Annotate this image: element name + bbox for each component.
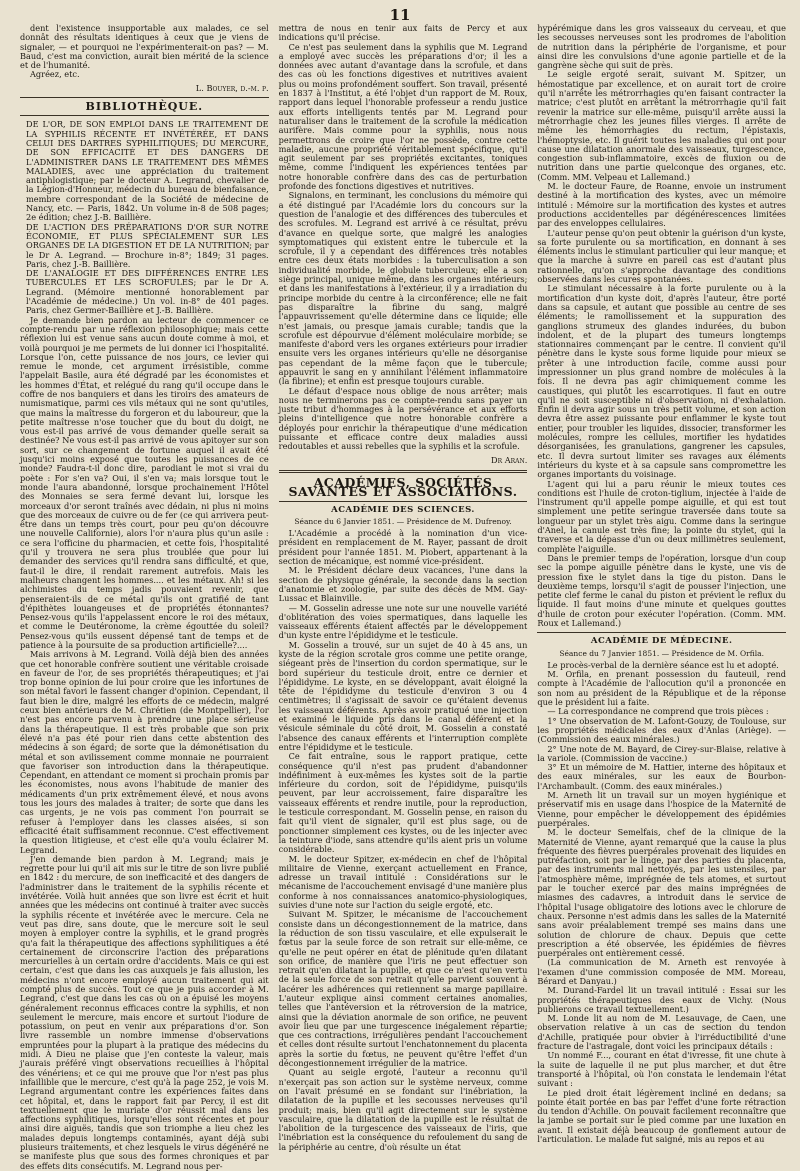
article-para: Ce n'est pas seulement dans la syphilis que M. Legrand a employé avec succès les préparations d'or; il les a données avec autant d'avantage dans la scrofule, et dans des cas où les fonctions digestives et nutritives avaient plus ou moins profondément souffert. Son travail, présenté en 1837 à l'Institut, a été l'objet d'un rapport de M. Roux, rapport dans lequel l'honorable professeur a rendu justice aux efforts intelligents tentés par M. Legrand pour naturaliser dans le traitement de la scrofule la médication aurifère. Mais comme pour la syphilis, nous nous permettrons de croire que l'or ne possède, contre cette maladie, aucune propriété véritablement spécifique, qu'il agit seulement par ses propriétés excitantes, toniques même, comme l'indiquent les expériences tentées par notre honorable confrère dans des cas de perturbation profonde des fonctions digestives et nutritives. <box>278 41 528 192</box>
academy-para: — La correspondance ne comprend que trois pièces : <box>547 706 769 717</box>
academy-para: Un nommé F..., courant en état d'ivresse, fit une chute à la suite de laquelle il ne put plus marcher, et dut être transporté à l'hôpital, où l'on constata le lendemain l'état suivant : <box>537 1050 787 1089</box>
academy-para: 1° Une observation de M. Lafont-Gouzy, de Toulouse, sur les propriétés médicales des eaux d'Anlas (Ariège). — (Commission des eaux minérales.) <box>537 715 787 745</box>
academy-para: M. Gosselin a trouvé, sur un sujet de 40 à 45 ans, un kyste de la région scrotale gros comme une petite orange, siégeant près de l'insertion du cordon spermatique, sur le bord supérieur du testicule droit, entre ce dernier et l'épididyme. Le kyste, en se développant, avait éloigné la tête de l'épididyme du testicule d'environ 3 ou 4 centimètres; il s'agissait de savoir ce qu'étaient devenus les vaisseaux déférents. Après avoir pratiqué une injection et examiné le liquide pris dans le canal déférent et la vésicule séminale du côté droit, M. Gosselin a constaté l'absence des canaux efférents et l'interruption complète entre l'épididyme et le testicule. <box>278 639 528 752</box>
academy-para: — M. Gosselin adresse une note sur une nouvelle variété d'oblitération des voies spermatiques, dans laquelle les vaisseaux efférents étaient affectés par le développement d'un kyste entre l'épididyme et le testicule. <box>278 602 528 641</box>
section-heading: ACADÉMIES, SOCIÉTÉS SAVANTES ET ASSOCIATIONS. <box>288 474 518 500</box>
academy-para: 3° Et un mémoire de M. Hattier, interne des hôpitaux et des eaux minérales, sur les eaux de Bourbon-l'Archambault. (Comm. des eaux minérales.) <box>537 762 787 791</box>
article-signature: Dr Aran. <box>491 454 528 465</box>
academy-heading: ACADÉMIE DE MÉDECINE. <box>590 636 733 647</box>
column-2 <box>278 23 528 1152</box>
academy-heading: ACADÉMIE DES SCIENCES. <box>331 504 475 515</box>
academy-para: M. Durand-Fardel lit un travail intitulé : Essai sur les propriétés thérapeutiques des eaux de Vichy. (Nous publierons ce travail textuellement.) <box>537 985 787 1014</box>
bib-entry: DE L'ANALOGIE ET DES DIFFÉRENCES ENTRE LES TUBERCULES ET LES SCROFULES; par le Dr A. Legrand. (Mémoire mentionné honorablement par l'Académie de médecine.) Un vol. in-8° de 401 pages. Paris, chez Germer-Baillière et J.-B. Baillière. <box>26 268 269 316</box>
academy-para: Le procès-verbal de la dernière séance est lu et adopté. <box>547 659 779 670</box>
divider <box>537 632 786 633</box>
academy-para: M. le Président déclare deux vacances, l'une dans la section de physique générale, la seconde dans la section d'anatomie et zoologie, par suite des décès de MM. Gay-Lussac et Blainville. <box>278 565 528 604</box>
bibliotheque-heading: BIBLIOTHÈQUE. <box>85 100 204 114</box>
academy-para: Le pied droit était légèrement incliné en dedans; sa pointe était portée en bas par l'effet d'une forte rétraction du tendon d'Achille. On pouvait facilement reconnaître que la jambe se portait sur le pied comme par une luxation en avant. Il existait déjà beaucoup de gonflement autour de l'articulation. Le malade fut saigné, mis au repos et au <box>537 1087 787 1145</box>
page-number: 11 <box>389 6 411 24</box>
article-para: L'auteur pense qu'on peut obtenir la guérison d'un kyste, sa forte purulente ou sa mortification, en donnant à ses éléments inclus le stimulant particulier qui leur manque; et que la marche à suivre en pareil cas est d'autant plus rationnelle, qu'on s'approche davantage des conditions observées dans les cures spontanées. <box>537 227 787 285</box>
academy-para: M. Arneth lit un travail sur un moyen hygiénique et préservatif mis en usage dans l'hospice de la Maternité de Vienne, pour empêcher le développement des épidémies puerpérales. <box>537 790 787 828</box>
article-para: Le stimulant nécessaire à la forte purulente ou à la mortification d'un kyste doit, d'après l'auteur, être porté dans sa capsule, et autant que possible au centre de ses éléments; le ramollissement et la suppuration des ganglions strumeux des glandes indurées, du bubon indolent, et de la plupart des tumeurs longtemps stationnaires commençant par le centre. Il convient qu'il pénètre dans le kyste sous forme liquide pour mieux se prêter à une introduction facile, comme aussi pour impressionner un plus grand nombre de molécules à la fois. Il ne devra pas agir chimiquement comme les caustiques, qui plutôt les escarrotiques. Il faut en outre qu'il ne soit susceptible ni d'observation, ni d'exhalation. Enfin il devra agir sous un très petit volume, et son action devra être assez puissante pour enflammer le kyste tout entier, pour troubler les liquides, dissocier, transformer les molécules, rompre les cellules, mortifier les hydatides désorganisées, les granulations, gangrener les capsules, etc. Il devra surtout limiter ses ravages aux éléments intérieurs du kyste et à sa capsule sans compromettre les organes importants du voisinage. <box>537 283 787 480</box>
columns <box>20 23 787 1171</box>
column-1 <box>20 23 269 1171</box>
article-para: mettra de nous en tenir aux faits de Percy et aux indications qu'il précise. <box>278 23 528 43</box>
column-3 <box>537 23 787 1145</box>
article-para: Le seigle ergoté serait, suivant M. Spitzer, un hémostatique par excellence, et on aurait tort de croire qu'il n'arrête les métrorrhagies qu'en faisant contracter la matrice; c'est plutôt en arrêtant la métrorrhagie qu'il fait revenir la matrice sur elle-même, puisqu'il arrête aussi la métrorrhagie chez les jeunes filles vierges. Il arrête de même les hémorrhagies du rectum, l'épistaxis, l'hémoptysie, etc. Il guérit toutes les maladies qui ont pour cause une dilatation anormale des vaisseaux, turgescence, congestion sub-inflammatoire, excès de fluxion ou de nutrition dans une partie quelconque des organes, etc. (Comm. MM. Velpeau et Lallemand.) <box>537 69 787 182</box>
session-line: Séance du 7 Janvier 1851. — Présidence de M. Orfila. <box>559 648 764 658</box>
article-para: Signalons, en terminant, les conclusions du mémoire qui a été distingué par l'Académie lors du concours sur la question de l'analogie et des différences des tubercules et des scrofules. M. Legrand est arrivé à ce résultat, prévu d'avance en quelque sorte, que malgré les analogies symptomatiques qui existent entre le tubercule et la scrofule, il y a cependant des différences très notables entre ces deux états morbides : la tuberculisation a son individualité morbide, le globule tuberculeux; elle a son siège principal, unique même, dans les organes intérieurs; et dans les manifestations à l'extérieur, il y a irradiation du principe morbide du centre à la circonférence; elle ne fait pas disparaître la fibrine du sang, malgré l'appauvrissement qu'elle détermine dans ce liquide; elle n'est jamais, ou presque jamais curable; tandis que la scrofule est dépourvue d'élément moléculaire morbide; se manifeste d'abord vers les organes extérieurs pour irradier ensuite vers les organes intérieurs qu'elle ne désorganise pas cependant de la même façon que le tubercule; appauvrit le sang en y annihilant l'élément inflammatoire (la fibrine); et enfin est presque toujours curable. <box>278 190 528 387</box>
session-line: Séance du 6 Janvier 1851. — Présidence de M. Dufrenoy. <box>294 516 512 526</box>
academy-para: (La communication de M. Arneth est renvoyée à l'examen d'une commission composée de MM. Moreau, Bérard et Danyau.) <box>537 957 787 986</box>
intro-para: dent l'existence insupportable aux malades, ce sel donnât des résultats identiques à ceux que je viens de signaler, — et pourquoi ne l'expérimenterait-on pas? — M. Baud, c'est ma conviction, aurait bien mérité de la science et de l'humanité. <box>20 23 269 71</box>
divider <box>20 97 269 98</box>
article-para: L'agent qui lui a paru réunir le mieux toutes ces conditions est l'huile de croton-tiglium, injectée à l'aide de l'instrument qu'il appelle pompe aiguille, et qui est tout simplement une petite seringue traversée dans toute sa longueur par un stylet très aigu. Comme dans la seringue d'Anel, la canule est très fine; la pointe du stylet, qui la traverse et la dépasse d'un ou deux millimètres seulement, complète l'aiguille. <box>537 478 787 554</box>
intro-para: Agréez, etc. <box>30 69 80 80</box>
divider <box>20 115 269 116</box>
academy-para: Quant au seigle ergoté, l'auteur a reconnu qu'il n'exerçait pas son action sur le système nerveux, comme on l'avait présumé en se fondant sur l'inébriation, la dilatation de la pupille et les secousses nerveuses qu'il produit; mais, bien qu'il agit directement sur le système vasculaire, que la dilatation de la pupille est le résultat de l'abolition de la turgescence des vaisseaux de l'iris, que l'inébriation est la conséquence du refoulement du sang de la périphérie au centre, d'où résulte un état <box>278 1067 528 1152</box>
article-para: hypérémique dans les gros vaisseaux du cerveau, et que les secousses nerveuses sont les prodromes de l'abolition de nutrition dans la périphérie de l'organisme, et pour ainsi dire les convulsions d'une agonie partielle et de la gangrène sèche qui suit de près. <box>537 23 787 71</box>
article-para: J'en demande bien pardon à M. Legrand; mais je regrette pour lui qu'il ait mis sur le titre de son livre publié en 1842 : du mercure, de son inefficacité et des dangers de l'administrer dans le traitement de la syphilis récente et invétérée. Voilà huit années que son livre est écrit et huit années que les médecins ont continué à traiter avec succès la syphilis récente et invétérée avec le mercure. Cela ne veut pas dire, sans doute, que le mercure soit le seul moyen à employer contre la syphilis, et le grand progrès qu'a fait la thérapeutique des affections syphilitiques a été certainement de circonscrire l'action des préparations mercurielles à un certain ordre d'accidents. Mais ce qui est certain, c'est que dans les cas auxquels je fais allusion, les médecins n'ont encore employé aucun traitement qui ait compté plus de succès. Tout ce que je puis accorder à M. Legrand, c'est que dans les cas où on a épuisé les moyens généralement reconnus efficaces contre la syphilis, et non seulement le mercure, mais encore et surtout l'iodure de potassium, on peut en venir aux préparations d'or. Son livre rassemble un nombre immense d'observations empruntées pour la plupart à la pratique des médecins du midi. À Dieu ne plaise que j'en conteste la valeur, mais j'aurais préféré vingt observations recueillies à l'hôpital des vénériens; et ce qui me prouve que l'or n'est pas plus infaillible que le mercure, c'est qu'à la page 252, je vois M. Legrand argumentant contre les expériences faites dans cet hôpital, et, dans le rapport fait par Percy, il est dit textuellement que le muriate d'or réussit mal dans les affections syphilitiques, lorsqu'elles sont récentes et pour ainsi dire aiguës, tandis que son triomphe a lieu chez les malades depuis longtemps contaminés, ayant déjà subi plusieurs traitements, et chez lesquels le virus dégénéré ne se manifeste plus que sous des formes chroniques et par des effets dits consécutifs. M. Legrand nous per- <box>20 853 269 1171</box>
bib-entry: DE L'ACTION DES PRÉPARATIONS D'OR SUR NOTRE ÉCONOMIE, ET PLUS SPÉCIALEMENT SUR LES ORGANES DE LA DIGESTION ET DE LA NUTRITION; par le Dr A. Legrand. — Brochure in-8°; 1849; 31 pages. Paris, chez J.-B. Baillière. <box>26 221 269 269</box>
academy-para: Suivant M. Spitzer, le mécanisme de l'accouchement consiste dans un décongestionnement de la matrice, dans la réduction de son tissu vasculaire, et elle expulserait le fœtus par la seule force de son retrait sur elle-même, ce qu'elle ne peut opérer en état de plénitude qu'en dilatant son orifice, de manière que l'iris ne peut effectuer son retrait qu'en dilatant la pupille, et que ce n'est qu'en vertu de la seule force de son retrait qu'elle parvient souvent à lacérer les adhérences qui retiennent sa marge papillaire. L'auteur explique ainsi comment certaines anomalies, telles que l'antéversion et la rétroversion de la matrice, ainsi que la déviation anormale de son orifice, ne peuvent avoir lieu que par une turgescence inégalement répartie; que ces contractions, irrégulières pendant l'accouchement et celles dont résulte surtout l'enchatonnement du placenta après la sortie du fœtus, ne peuvent qu'être l'effet d'un décongestionnement irrégulier de la matrice. <box>278 909 528 1069</box>
academy-para: Ce fait entraîne, sous le rapport pratique, cette conséquence qu'il n'est pas prudent d'abandonner indéfiniment à eux-mêmes les kystes soit de la partie inférieure du cordon, soit de l'épididyme, puisqu'ils peuvent, par leur accroissement, faire disparaître les vaisseaux efférents et rendre inutile, pour la reproduction, le testicule correspondant. M. Gosselin pense, en raison du fait qu'il vient de signaler, qu'il est plus sage, ou de ponctionner simplement ces kystes, ou de les injecter avec la teinture d'iode, sans attendre qu'ils aient pris un volume considérable. <box>278 751 528 855</box>
article-para: Je demande bien pardon au lecteur de commencer ce compte-rendu par une réflexion philosophique; mais cette réflexion lui est venue sans aucun doute comme à moi, et voilà pourquoi je me permets de lui donner ici l'hospitalité. Lorsque l'on, cette puissance de nos jours, ce levier qui remue le monde, cet argument irrésistible, comme l'appelait Basile, aura été dégradé par les économistes et les hommes d'État, et relégué du rang qu'il occupe dans le coffre de nos banquiers et dans les tiroirs des amateurs de numismatique, parmi ces vils métaux qui ne sont qu'utiles, que mains la maîtresse du forgeron et du laboureur, que la petite maîtresse n'ose toucher que du bout du doigt, ne vous est-il pas arrivé de vous demander quelle serait sa destinée? Ne vous est-il pas arrivé de vous apitoyer sur son sort, sur ce changement de fortune auquel il avait été jusqu'ici moins exposé que toutes les puissances de ce monde? Faudra-t-il donc dire, parodiant le mot si vrai du poète : For s'en va? Oui, il s'en va; mais lorsque tout le monde l'aura abandonné, lorsque prochainement l'Hôtel des Monnaies se sera fermé devant lui, lorsque les morceaux d'or seront traînés avec dédain, ni plus ni moins que des morceaux de cuivre ou de fer (ce qui arrivera peut-être dans un temps très court, pour peu qu'on découvre une nouvelle Californie), alors l'or n'aura plus qu'un asile : ce sera l'officine du pharmacien, et cette fois, l'hospitalité qu'il y trouvera ne sera plus troublée que pour lui demander des services qu'il rendra sans difficulté, et que, faut-il le dire, il rendait rarement autrefois. Mais les malheurs changent les hommes.... et les métaux. Ah! si les alchimistes du temps jadis pouvaient revenir, que penseraient-ils de ce métal qu'ils ont gratifié de tant d'épithètes louangeuses et de propriétés étonnantes? Pensez-vous qu'ils l'appelassent encore le roi des métaux, et comme le Deutéronome, la crème égouttée du soleil? Pensez-vous qu'ils eussent dépensé tant de temps et de patience à la poursuite de sa production artificielle?.... <box>20 314 269 650</box>
academy-para: 2° Une note de M. Bayard, de Cirey-sur-Blaise, relative à la variole. (Commission de vaccine.) <box>537 743 787 763</box>
academy-para: M. le docteur Semelfais, chef de la clinique de la Maternité de Vienne, ayant remarqué que la cause la plus fréquente des fièvres puerpérales provenait des liquides en putréfaction, soit par le linge, par des parties du placenta, par des instruments mal nettoyés, par les ustensiles, par l'atmosphère même, imprégnée de tels atomes, et surtout par le toucher exercé par des mains imprégnées de miasmes des cadavres, a introduit dans le service de l'hôpital l'usage obligatoire des lotions avec le chlorure de chaux. Personne n'est admis dans les salles de la Maternité sans avoir préalablement trempé ses mains dans une solution de chlorure de chaux. Depuis que cette prescription a été observée, les épidémies de fièvres puerpérales ont entièrement cessé. <box>537 827 787 959</box>
article-para: M. le docteur Faure, de Roanne, envoie un instrument destiné à la mortification des kystes, avec un mémoire intitulé : Mémoire sur la mortification des kystes et autres productions accidentelles par dégénérescences limitées par des enveloppes cellulaires. <box>537 181 787 229</box>
academy-para: M. Londe lit au nom de M. Lesauvage, de Caen, une observation relative à un cas de section du tendon d'Achille, pratiquée pour obvier à l'irréductibilité d'une fracture de l'astragale, dont voici les principaux détails : <box>537 1013 787 1052</box>
academy-para: M. Orfila, en prenant possession du fauteuil, rend compte à l'Académie de l'allocution qu'il a prononcée en son nom au président de la République et de la réponse que le président lui a faite. <box>537 669 787 708</box>
academy-para: L'Académie a procédé à la nomination d'un vice-président en remplacement de M. Rayer, passant de droit président pour l'année 1851. M. Piobert, appartenant à la section de mécanique, est nommé vice-président. <box>278 528 528 567</box>
bib-entry: DE L'OR, DE SON EMPLOI DANS LE TRAITEMENT DE LA SYPHILIS RÉCENTE ET INVÉTÉRÉE, ET DANS CELUI DES DARTRES SYPHILITIQUES; DU MERCURE, DE SON EFFICACITÉ ET DES DANGERS DE L'ADMINISTRER DANS LE TRAITEMENT DES MÊMES MALADIES, avec une appréciation du traitement antiphlogistique; par le docteur A. Legrand, chevalier de la Légion-d'Honneur, médecin du bureau de bienfaisance, membre correspondant de la Société de médecine de Nancy, etc. — Paris, 1842. Un volume in-8 de 508 pages; 2e édition; chez J.-B. Baillière. <box>26 119 269 223</box>
academy-para: M. le docteur Spitzer, ex-médecin en chef de l'hôpital militaire de Vienne, exerçant actuellement en France, adresse un travail intitulé : Considérations sur le mécanisme de l'accouchement envisagé d'une manière plus conforme à nos connaissances anatomico-physiologiques, suivies d'une note sur l'action du seigle ergoté, etc. <box>278 853 528 911</box>
divider <box>279 470 528 473</box>
article-para: Mais arrivons à M. Legrand. Voilà déjà bien des années que cet honorable confrère soutient une véritable croisade en faveur de l'or, de ses propriétés thérapeutiques; et j'ai trop bonne opinion de lui pour croire que les infortunes de son métal favori le fassent changer d'opinion. Cependant, il faut bien le dire, malgré les efforts de ce médecin, malgré ceux bien antérieurs de M. Chrétien (de Montpellier), l'or n'est pas encore parvenu à prendre une place sérieuse dans la thérapeutique. Il est très probable que son prix élevé n'a pas été pour rien dans cette abstention des médecins à son égard; de sorte que la démonétisation du métal et son avilissement comme monnaie ne pourraient que favoriser son introduction dans la thérapeutique. Cependant, en attendant ce moment si prochain promis par les économistes, nous avons l'habitude de manier des médicaments d'un prix extrêmement élevé, et nous avons tous les jours des malades à traiter; de sorte que dans les cas urgents, je ne vois pas comment l'on pourrait se refuser à l'employer dans les classes aisées, si son efficacité était suffisamment reconnue. C'est effectivement la question litigieuse, et c'est elle qu'a voulu éclairer M. Legrand. <box>20 649 269 855</box>
article-para: Dans le premier temps de l'opération, lorsque d'un coup sec la pompe aiguille pénètre dans le kyste, une vis de pression fixe le stylet dans la tige du piston. Dans le deuxième temps, lorsqu'il s'agit de pousser l'injection, une petite clef ferme le canal du piston et prévient le reflux du liquide. Il faut moins d'une minute et quelques gouttes d'huile de croton pour exécuter l'opération. (Comm. MM. Roux et Lallemand.) <box>537 552 787 628</box>
intro-signature: L. Bouyer, d.-m. p. <box>195 82 269 93</box>
article-para: Le défaut d'espace nous oblige de nous arrêter; mais nous ne terminerons pas ce compte-rendu sans payer un juste tribut d'hommages à la persévérance et aux efforts pleins d'intelligence que notre honorable confrère a déployés pour enrichir la thérapeutique d'une médication puissante et efficace contre deux maladies aussi redoutables et aussi rebelles que la syphilis et la scrofule. <box>278 385 528 452</box>
divider <box>279 501 528 502</box>
